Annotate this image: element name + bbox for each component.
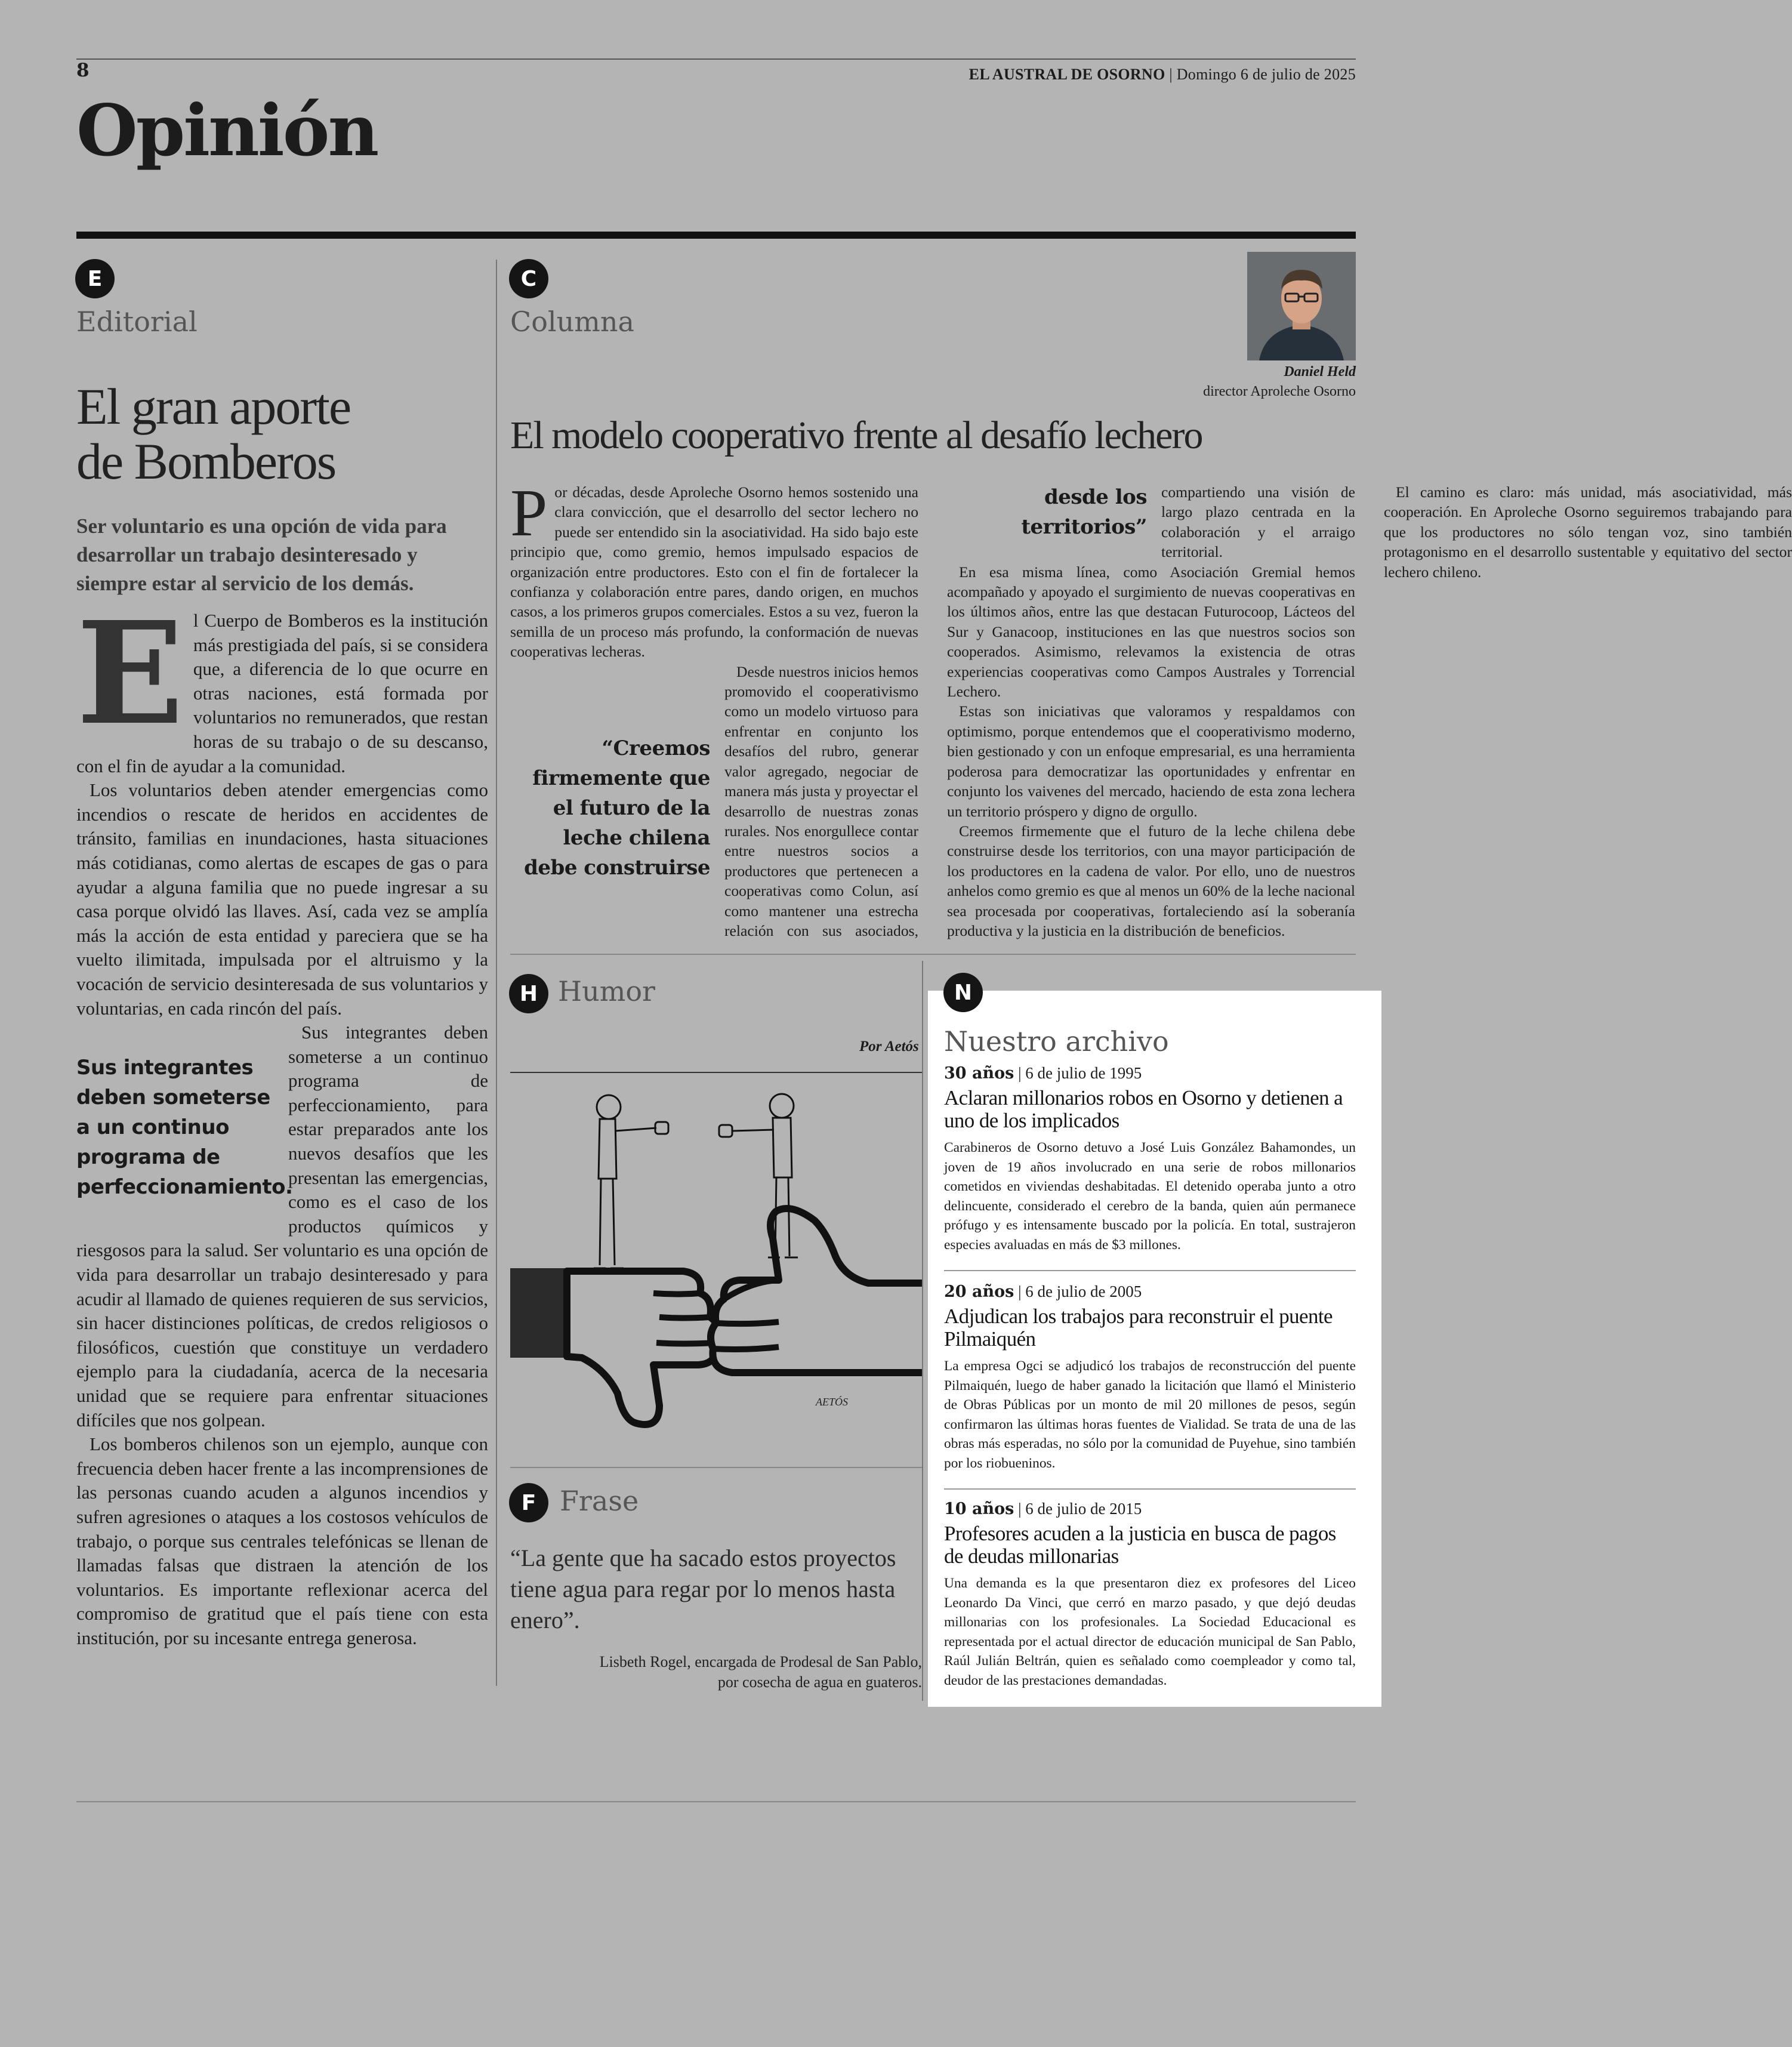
editorial-body	[76, 590, 488, 1651]
thumbs-down-icon	[510, 1268, 718, 1425]
column-headline: El modelo cooperativo frente al desafío lechero	[510, 414, 1202, 457]
editorial-paragraph-3: Sus integrantes deben someterse a un continuo programa de perfeccionamiento, para estar preparados ante los nuevos desafíos que les presentan las emergencias, como es el caso de los productos químicos y riesgosos para la salud. Ser voluntario es una opción de vida para desarrollar un trabajo desinteresado y para acudir al llamado de quienes requieren de sus servicios, sin hacer distinciones políticas, de credos religiosos o filosóficos, cuestión que constituye un verdadero ejemplo para la ciudadanía, acerca de la necesaria unidad que se requiere para enfrentar situaciones difíciles que nos golpean.	[76, 1022, 488, 1431]
editorial-paragraph-2: Los voluntarios deben atender emergencias como incendios o rescate de heridos en accidentes de tránsito, familias en inundaciones, hasta situaciones más cotidianas, como alertas de escapes de gas o para ayudar a alguna familia que no puede ingresar a su casa porque olvidó las llaves. Así, cada vez se amplía más la acción de esta entidad y pareciera que se ha vuelto ilimitada, impulsada por el altruismo y la vocación de servicio desinteresada de sus voluntarios y voluntarias, en cada rincón del país.	[76, 779, 488, 1019]
header-rule	[76, 58, 1356, 60]
editorial-drop-cap: E	[76, 590, 184, 756]
archive-item-body: Carabineros de Osorno detuvo a José Luis González Bahamondes, un joven de 19 años involucrado en una serie de robos millonarios cometidos en viviendas deshabitadas. El detenido operaba junto a otro delincuente, considerado el cerebro de la banda, quien aún permanece prófugo y es intensamente buscado por la policía. En total, sustrajeron especies avaluadas en más de $3 millones.	[944, 1140, 1356, 1253]
archive-item-body: La empresa Ogci se adjudicó los trabajos de reconstrucción del puente Pilmaiquén, luego de haber ganado la licitación que llamó el Ministerio de Obras Públicas por un monto de mil 20 millones de pesos, según confirmaron las últimas horas fuentes de Vialidad. Se trata de una de las obras más esperadas, no sólo por la comunidad de Puyehue, sino también por los riobueninos.	[944, 1358, 1356, 1471]
editorial-headline-line2: de Bomberos	[76, 433, 336, 490]
archive-item-dateline: 30 años | 6 de julio de 1995	[944, 1064, 1142, 1083]
humor-badge: H	[509, 974, 548, 1013]
author-role: director Aproleche Osorno	[1203, 384, 1356, 399]
divider-humor-frase	[510, 1467, 922, 1468]
frase-kicker: Frase	[560, 1485, 639, 1517]
column-kicker: Columna	[510, 306, 634, 338]
author-portrait	[1247, 252, 1356, 360]
archive-item-dateline: 10 años | 6 de julio de 2015	[944, 1500, 1142, 1518]
archive-item-body: Una demanda es la que presentaron diez ex profesores del Liceo Leonardo Da Vinci, que cerró en marzo pasado, y que dejó deudas millonarias con los profesionales. La Sociedad Educacional es representada por el actual director de educación municipal de San Pablo, Raúl Julián Beltrán, quien es señalado como coempleador y como tal, deudor de las prestaciones demandadas.	[944, 1576, 1356, 1688]
cartoon-figure-left	[594, 1095, 668, 1268]
frase-badge: F	[509, 1483, 548, 1522]
page-number: 8	[76, 60, 90, 81]
column-paragraph-5: Creemos firmemente que el futuro de la leche chilena debe construirse desde los territorios, con una mayor participación de los productores en la cadena de valor. Por ello, uno de nuestros anhelos como gremio es que al menos un 60% de la leche nacional sea procesada por cooperativas, fortaleciendo así la soberanía productiva y la justicia en la distribución de beneficios.	[947, 822, 1355, 939]
archive-item-headline: Aclaran millonarios robos en Osorno y detienen a uno de los implicados	[944, 1086, 1343, 1132]
archive-item-years: 20 años	[944, 1283, 1014, 1301]
archive-divider	[944, 1270, 1356, 1271]
archive-item-date: 6 de julio de 2015	[1025, 1500, 1142, 1518]
frase-attribution-line1: Lisbeth Rogel, encargada de Prodesal de San Pablo,	[599, 1653, 922, 1670]
editorial-deck: Ser voluntario es una opción de vida para desarrollar un trabajo desinteresado y siempre estar al servicio de los demás.	[76, 514, 447, 595]
paper-name: EL AUSTRAL DE OSORNO	[969, 66, 1165, 83]
issue-date: Domingo 6 de julio de 2025	[1176, 66, 1356, 83]
archive-item-dateline: 20 años | 6 de julio de 2005	[944, 1283, 1142, 1301]
column-divider-left	[496, 260, 497, 1686]
frase-attribution	[510, 1652, 922, 1693]
archive-divider	[944, 1488, 1356, 1490]
editorial-paragraph-4: Los bomberos chilenos son un ejemplo, aunque con frecuencia deben hacer frente a las incomprensiones de las personas cuando acuden a algunos incendios y sufren agresiones o ataques a los costosos vehículos de trabajo, o porque sus centrales telefónicas se llenan de llamadas falsas que distraen la atención de los voluntarios. Es importante reflexionar acerca del compromiso de gratitud que el país tiene con esta institución, por su incesante entrega generosa.	[76, 1433, 488, 1648]
humor-credit: Por Aetós	[859, 1038, 919, 1055]
archive-badge: N	[943, 973, 983, 1012]
archive-item	[944, 1063, 1356, 1255]
archive-item-date: 6 de julio de 1995	[1025, 1064, 1142, 1082]
cartoon-signature: AETÓS	[816, 1396, 848, 1408]
column-paragraph-4: Estas son iniciativas que valoramos y respaldamos con optimismo, porque entendemos que el cooperativismo moderno, bien gestionado y con un enfoque empresarial, es una herramienta poderosa para democratizar las oportunidades y enfrentar en conjunto los vaivenes del mercado, haciendo de esta zona lechera un territorio próspero y digno de orgullo.	[947, 702, 1355, 820]
section-title: Opinión	[76, 89, 378, 172]
archive-item	[944, 1499, 1356, 1691]
divider-column-bottom	[510, 954, 1356, 955]
editorial-kicker: Editorial	[76, 306, 198, 338]
footer-rule	[76, 1801, 1356, 1802]
thumbs-up-icon	[711, 1209, 922, 1373]
archive-item-date: 6 de julio de 2005	[1025, 1283, 1142, 1300]
masthead	[969, 66, 1356, 84]
column-paragraph-1: or décadas, desde Aproleche Osorno hemos sostenido una clara convicción, que el desarrollo del sector lechero no puede ser entendido sin la asociatividad. Ha sido bajo este principio que, como gremio, hemos impulsado espacios de organización entre productores. Esto con el fin de fortalecer la confianza y colaboración entre pares, dando origen, en muchos casos, a los primeros grupos comerciales. Estos a su vez, fueron la semilla de un proceso más profundo, la conformación de nuevas cooperativas lecheras.	[510, 483, 918, 661]
masthead-separator: |	[1165, 66, 1177, 83]
column-drop-cap: P	[510, 476, 548, 550]
frase-quote: “La gente que ha sacado estos proyectos tiene agua para regar por lo menos hasta enero”.	[510, 1545, 896, 1633]
author-photo	[1247, 252, 1356, 360]
frase-attribution-line2: por cosecha de agua en guateros.	[717, 1673, 922, 1691]
archive-item-years: 30 años	[944, 1064, 1014, 1083]
column-badge: C	[509, 259, 548, 298]
editorial-headline-line1: El gran aporte	[76, 378, 351, 435]
section-rule	[76, 232, 1356, 239]
column-pullquote: “Creemos firmemente que el futuro de la leche chilena debe construirse desde los territorios”	[524, 485, 1147, 880]
archive-item	[944, 1282, 1356, 1473]
column-body	[510, 476, 1792, 942]
column-paragraph-2: Desde nuestros inicios hemos promovido el cooperativismo como un modelo virtuoso para enfrentar en conjunto los desafíos del rubro, generar valor agregado, negociar de manera más justa y proyectar el desarrollo de nuestras zonas rurales. Nos enorgullece contar entre nuestros socios a productores que pertenecen a cooperativas como Colun, así como mantener una estrecha relación con sus asociados, compartiendo una visión de largo plazo centrada en la colaboración y el arraigo territorial.	[724, 483, 1355, 939]
editorial-headline	[76, 379, 482, 489]
humor-kicker: Humor	[558, 975, 656, 1007]
column-paragraph-3: En esa misma línea, como Asociación Gremial hemos acompañado y apoyado el surgimiento de nuevas cooperativas en los últimos años, entre las que destacan Futurocoop, Lácteos del Sur y Ganacoop, instituciones en las que nuestros socios son cooperados. Asimismo, relevamos la existencia de otras experiencias cooperativas como Campos Australes y Torrencial Lechero.	[947, 563, 1355, 701]
column-paragraph-6: El camino es claro: más unidad, más asociatividad, más cooperación. En Aproleche Osorno seguiremos trabajando para que los productores no sólo tengan voz, sino también protagonismo en el desarrollo sustentable y equitativo del sector lechero chileno.	[1384, 483, 1792, 581]
archive-item-years: 10 años	[944, 1500, 1014, 1518]
author-name: Daniel Held	[1284, 364, 1356, 380]
editorial-paragraph-1: l Cuerpo de Bomberos es la institución más prestigiada del país, si se considera que, a diferencia de lo que ocurre en otras naciones, está formada por voluntarios no remunerados, que restan horas de su trabajo o de su descanso, con el fin de ayudar a la comunidad.	[76, 610, 488, 776]
archive-kicker: Nuestro archivo	[944, 1025, 1169, 1058]
editorial-pullquote: Sus integrantes deben someterse a un continuo programa de perfeccionamiento.	[76, 1056, 293, 1200]
archive-item-headline: Adjudican los trabajos para reconstruir el puente Pilmaiquén	[944, 1305, 1333, 1351]
editorial-badge: E	[75, 259, 115, 298]
archive-item-headline: Profesores acuden a la justicia en busca de pagos de deudas millonarias	[944, 1522, 1336, 1568]
humor-cartoon	[510, 1071, 922, 1417]
